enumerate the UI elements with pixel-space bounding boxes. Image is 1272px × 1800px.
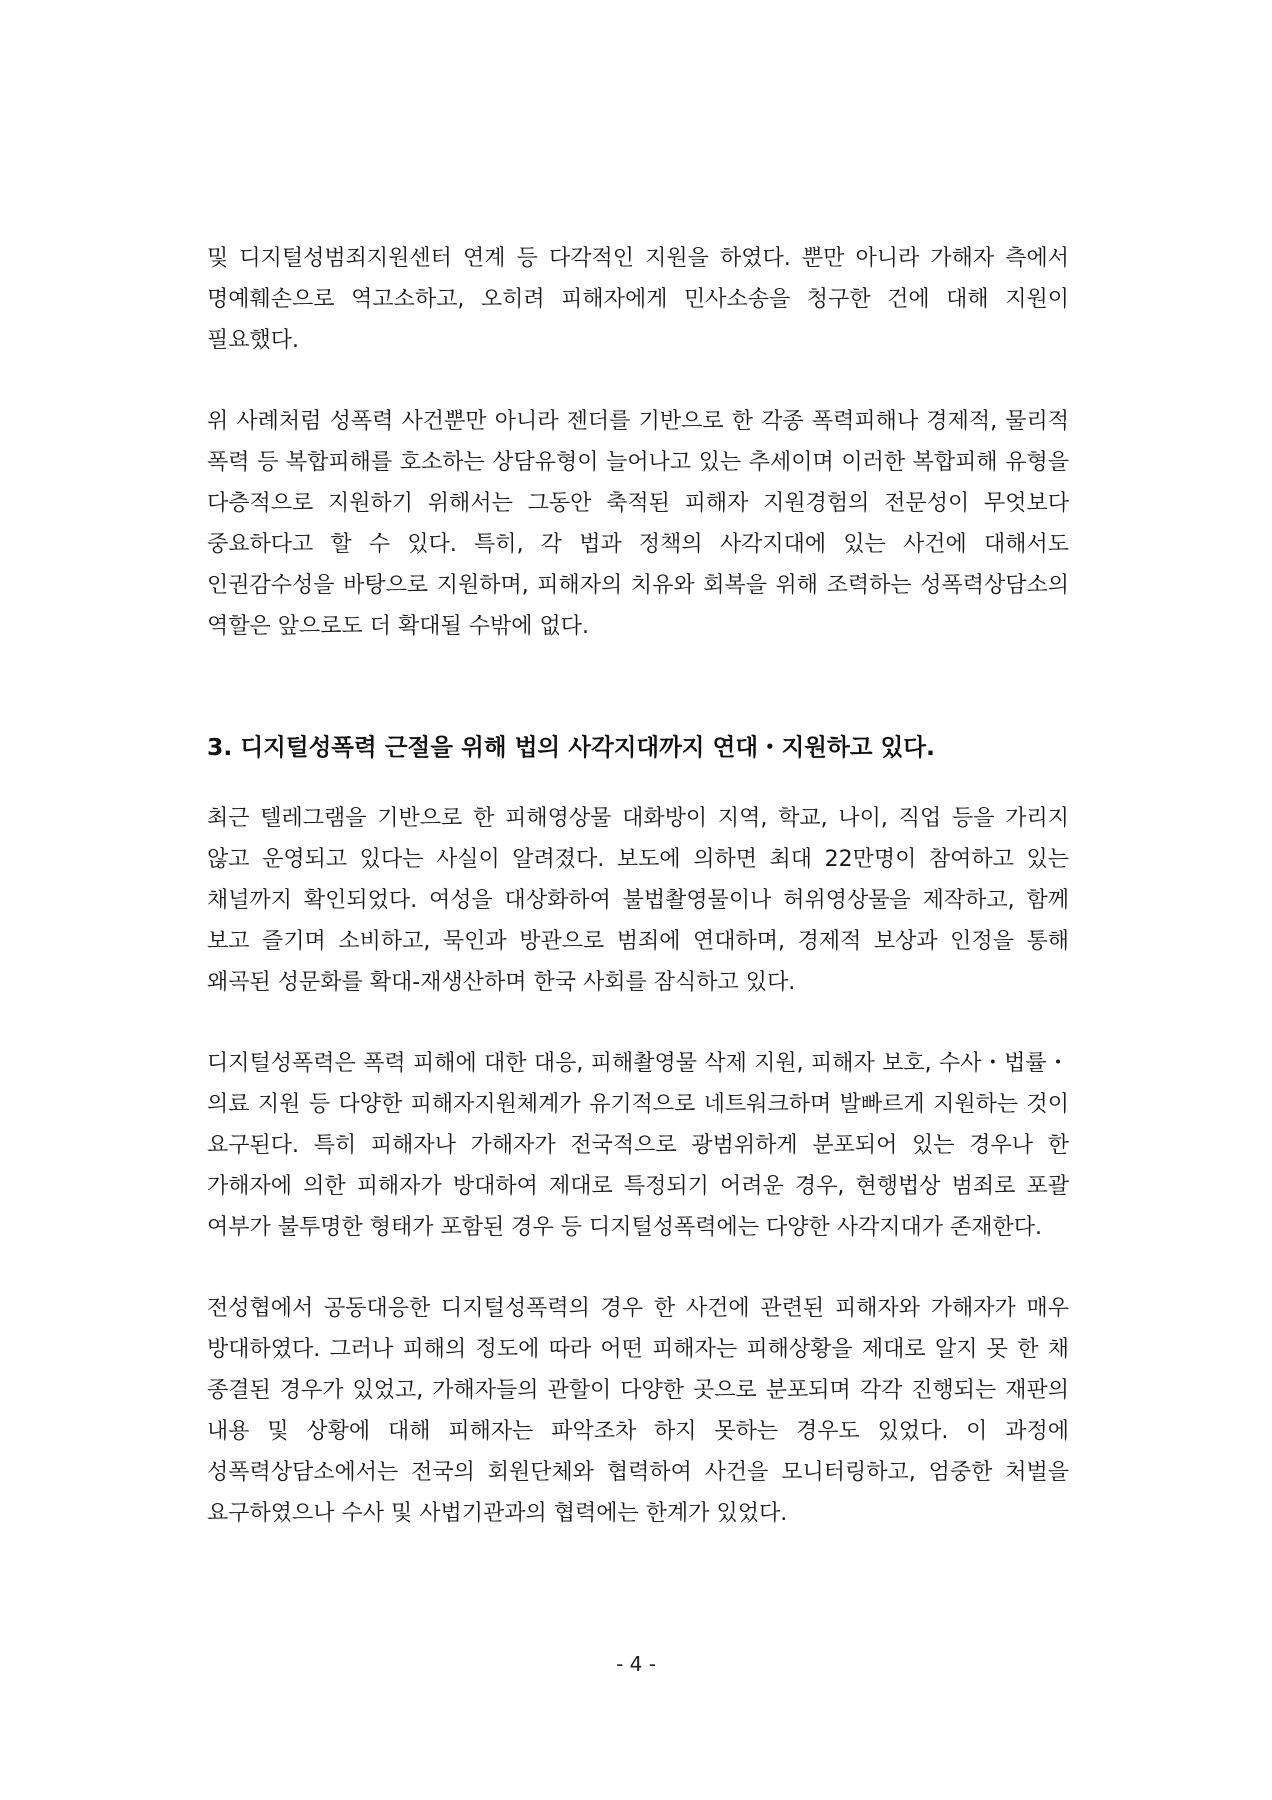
page-number: - 4 - xyxy=(616,1652,656,1676)
body-paragraph: 디지털성폭력은 폭력 피해에 대한 대응, 피해촬영물 삭제 지원, 피해자 보호, 수사・법률・의료 지원 등 다양한 피해자지원체계가 유기적으로 네트워크하며 발빠르게 지원하는 것이 요구된다. 특히 피해자나 가해자가 전국적으로 광범위하게 분포되어 있는 경우나 한 가해자에 의한 피해자가 방대하여 제대로 특정되기 어려운 경우, 현행법상 범죄로 포괄 여부가 불투명한 형태가 포함된 경우 등 디지털성폭력에는 다양한 사각지대가 존재한다. xyxy=(207,1051,1069,1240)
body-paragraph: 전성협에서 공동대응한 디지털성폭력의 경우 한 사건에 관련된 피해자와 가해자가 매우 방대하였다. 그러나 피해의 정도에 따라 어떤 피해자는 피해상황을 제대로 알지 못 한 채 종결된 경우가 있었고, 가해자들의 관할이 다양한 곳으로 분포되며 각각 진행되는 재판의 내용 및 상황에 대해 피해자는 파악조차 하지 못하는 경우도 있었다. 이 과정에 성폭력상담소에서는 전국의 회원단체와 협력하여 사건을 모니터링하고, 엄중한 처벌을 요구하였으나 수사 및 사법기관과의 협력에는 한계가 있었다. xyxy=(207,1296,1069,1526)
page-body xyxy=(207,238,1069,1534)
section-heading: 3. 디지털성폭력 근절을 위해 법의 사각지대까지 연대・지원하고 있다. xyxy=(207,733,935,761)
body-paragraph: 위 사례처럼 성폭력 사건뿐만 아니라 젠더를 기반으로 한 각종 폭력피해나 경제적, 물리적 폭력 등 복합피해를 호소하는 상담유형이 늘어나고 있는 추세이며 이러한 복합피해 유형을 다층적으로 지원하기 위해서는 그동안 축적된 피해자 지원경험의 전문성이 무엇보다 중요하다고 할 수 있다. 특히, 각 법과 정책의 사각지대에 있는 사건에 대해서도 인권감수성을 바탕으로 지원하며, 피해자의 치유와 회복을 위해 조력하는 성폭력상담소의 역할은 앞으로도 더 확대될 수밖에 없다. xyxy=(207,409,1069,639)
body-paragraph: 및 디지털성범죄지원센터 연계 등 다각적인 지원을 하였다. 뿐만 아니라 가해자 측에서 명예훼손으로 역고소하고, 오히려 피해자에게 민사소송을 청구한 건에 대해 지원이 필요했다. xyxy=(207,246,1069,353)
body-paragraph: 최근 텔레그램을 기반으로 한 피해영상물 대화방이 지역, 학교, 나이, 직업 등을 가리지 않고 운영되고 있다는 사실이 알려졌다. 보도에 의하면 최대 22만명이 참여하고 있는 채널까지 확인되었다. 여성을 대상화하여 불법촬영물이나 허위영상물을 제작하고, 함께 보고 즐기며 소비하고, 묵인과 방관으로 범죄에 연대하며, 경제적 보상과 인정을 통해 왜곡된 성문화를 확대-재생산하며 한국 사회를 잠식하고 있다. xyxy=(207,806,1069,995)
